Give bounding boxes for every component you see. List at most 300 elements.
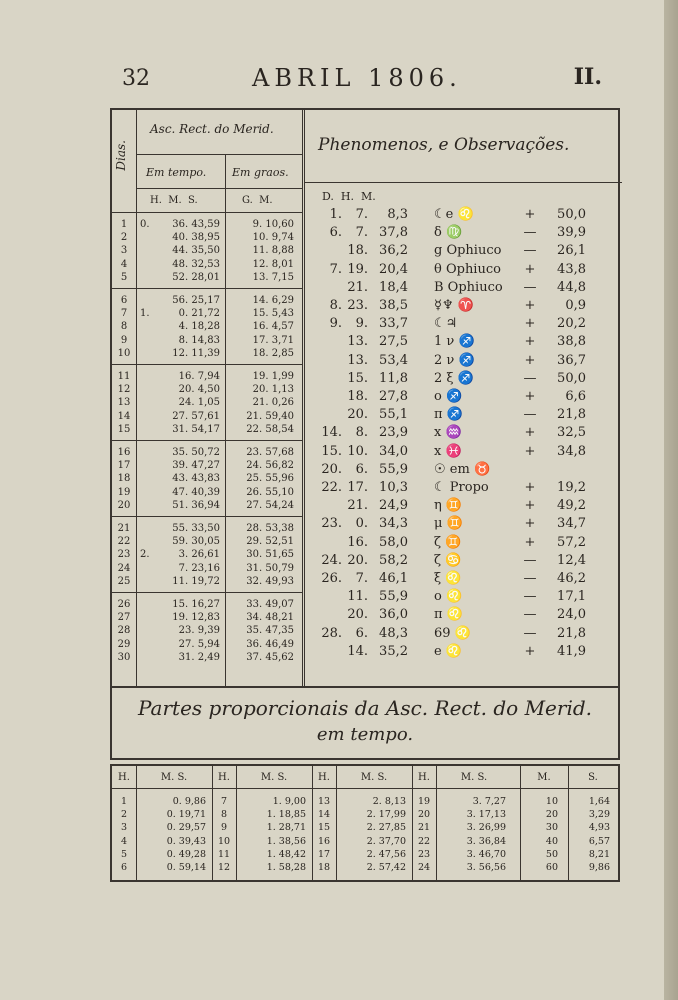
phen-sign: — <box>523 607 537 623</box>
prop-minute: 60 <box>545 862 558 873</box>
degree-cell: 27. 54,24 <box>246 499 294 511</box>
degree-cell: 21. 0,26 <box>252 397 294 409</box>
phen-minute: 27,5 <box>379 334 408 350</box>
phen-observation: π ♌ <box>434 607 463 623</box>
prop-second: 6,57 <box>588 835 610 847</box>
phen-value: 46,2 <box>557 571 586 586</box>
phen-hour: 10. <box>347 443 368 459</box>
proportional-subtitle: em tempo. <box>316 724 414 745</box>
prop-value: 0. 29,57 <box>166 822 206 834</box>
phen-observation: g Ophiuco <box>434 243 502 259</box>
phen-value: 43,8 <box>557 261 586 277</box>
prop-hour: 14 <box>317 809 331 821</box>
phen-hour: 7. <box>355 225 368 241</box>
phen-hour: 20. <box>347 552 368 568</box>
proportional-title: Partes proporcionais da Asc. Rect. do Merid. <box>138 696 592 720</box>
phen-minute: 55,9 <box>379 589 408 605</box>
prop-value: 2. 8,13 <box>372 796 406 807</box>
time-cell: 48. 32,53 <box>172 258 220 270</box>
phenomena-title: Phenomenos, e Observações. <box>318 135 570 155</box>
prop-m-header: M. <box>537 772 551 783</box>
day-cell: 16 <box>117 447 131 458</box>
prop-minute: 30 <box>545 822 558 834</box>
phen-sign: + <box>524 480 536 495</box>
phen-observation: o ♌ <box>434 589 463 605</box>
phen-sign: + <box>524 207 536 222</box>
time-cell: 35. 50,72 <box>172 447 220 458</box>
phen-day: 7. <box>329 261 342 277</box>
phen-observation: η ♊ <box>434 498 463 514</box>
phen-value: 39,9 <box>557 225 586 241</box>
degree-cell: 33. 49,07 <box>246 599 294 610</box>
degree-cell: 20. 1,13 <box>252 384 294 396</box>
prop-value: 1. 18,85 <box>266 809 306 821</box>
prop-value: 2. 17,99 <box>366 809 406 821</box>
phen-sign: — <box>523 225 537 241</box>
phen-value: 34,7 <box>557 516 586 532</box>
prop-value: 2. 47,56 <box>366 848 406 860</box>
day-cell: 2 <box>120 232 128 244</box>
time-cell: 59. 30,05 <box>172 536 220 548</box>
time-cell: 31. 54,17 <box>172 423 220 435</box>
phen-observation: 1 ν ♐ <box>434 334 475 350</box>
phen-hour: 8. <box>355 425 368 441</box>
prop-hour: 2 <box>120 809 128 821</box>
phen-value: 38,8 <box>557 334 586 350</box>
phen-value: 32,5 <box>557 425 586 441</box>
degree-cell: 17. 3,71 <box>252 334 294 346</box>
phen-value: 44,8 <box>557 279 586 295</box>
phen-day <box>320 588 342 605</box>
phen-hour: 13. <box>347 334 368 350</box>
time-cell: 15. 16,27 <box>172 599 220 610</box>
phen-value: 17,1 <box>557 589 586 605</box>
degree-cell: 19. 1,99 <box>252 371 294 382</box>
time-cell: 0. 21,72 <box>178 308 220 320</box>
time-cell: 27. 57,61 <box>172 410 220 422</box>
day-cell: 10 <box>117 347 131 359</box>
phen-hour: 7. <box>355 571 368 586</box>
prop-h-header: H. <box>418 772 430 783</box>
prop-second: 3,29 <box>588 809 610 821</box>
phen-minute: 46,1 <box>379 571 408 586</box>
day-cell: 9 <box>120 334 128 346</box>
phen-minute: 34,3 <box>379 516 408 532</box>
prop-hour: 18 <box>317 862 331 873</box>
day-cell: 28 <box>117 625 131 637</box>
phen-day <box>320 370 342 387</box>
degree-cell: 21. 59,40 <box>246 410 294 422</box>
degree-cell: 30. 51,65 <box>246 549 294 561</box>
phen-day <box>320 606 342 623</box>
phen-day: 22. <box>321 480 342 495</box>
phen-hour: 6. <box>355 461 368 477</box>
phen-sign: + <box>524 534 536 550</box>
phen-value: 21,8 <box>557 625 586 641</box>
degree-cell: 11. 8,88 <box>252 245 294 257</box>
degree-cell: 34. 48,21 <box>246 612 294 624</box>
phen-minute: 23,9 <box>379 425 408 441</box>
phen-observation: π ♐ <box>434 407 463 423</box>
phen-day <box>320 333 342 350</box>
prop-ms-header: M. S. <box>160 772 188 783</box>
prop-hour: 8 <box>220 809 228 821</box>
part-number: II. <box>573 64 602 90</box>
time-cell: 7. 23,16 <box>178 562 220 574</box>
time-cell: 40. 38,95 <box>172 232 220 244</box>
day-cell: 12 <box>117 384 131 396</box>
prop-hour: 11 <box>217 848 231 860</box>
prop-hour: 7 <box>220 796 228 807</box>
prop-minute: 10 <box>545 796 558 807</box>
phen-day: 26. <box>321 571 342 586</box>
phen-value: 50,0 <box>557 207 586 222</box>
phen-observation: ☾♃ <box>434 316 458 332</box>
degree-cell: 9. 10,60 <box>252 219 294 230</box>
phen-value: 19,2 <box>557 480 586 495</box>
day-cell: 14 <box>117 410 131 422</box>
phen-value: 34,8 <box>557 443 586 459</box>
phen-observation: B Ophiuco <box>434 279 503 295</box>
phen-observation: 69 ♌ <box>434 625 471 641</box>
phen-minute: 53,4 <box>379 352 408 368</box>
phen-observation: ☾ Propo <box>434 480 489 495</box>
dias-label: Dias. <box>114 140 128 171</box>
hour-cell: 2. <box>140 549 150 561</box>
prop-ms-header: M. S. <box>260 772 288 783</box>
prop-value: 2. 57,42 <box>366 862 406 873</box>
phen-value: 12,4 <box>557 552 586 568</box>
day-cell: 30 <box>117 651 131 663</box>
phen-observation: θ Ophiuco <box>434 261 501 277</box>
prop-hour: 17 <box>317 848 331 860</box>
phen-sign: + <box>524 389 536 404</box>
phen-sign: + <box>524 261 536 277</box>
day-cell: 18 <box>117 473 131 485</box>
phen-minute: 36,2 <box>379 243 408 259</box>
degree-cell: 26. 55,10 <box>246 486 294 498</box>
day-cell: 11 <box>117 371 131 382</box>
prop-value: 3. 17,13 <box>466 809 506 821</box>
phen-day <box>320 534 342 551</box>
prop-hour: 15 <box>317 822 331 834</box>
phen-minute: 11,8 <box>379 370 408 386</box>
phen-value: 6,6 <box>565 389 586 404</box>
phen-day: 28. <box>321 625 342 641</box>
phen-day <box>320 643 342 660</box>
phen-sign: — <box>523 552 537 568</box>
time-cell: 16. 7,94 <box>178 371 220 382</box>
phen-observation: o ♐ <box>434 389 463 404</box>
degree-cell: 23. 57,68 <box>246 447 294 458</box>
prop-hour: 16 <box>317 835 331 847</box>
phen-hour: 21. <box>347 498 368 514</box>
prop-h-header: H. <box>118 772 130 783</box>
degree-cell: 25. 55,96 <box>246 473 294 485</box>
hour-cell: 1. <box>140 308 150 320</box>
prop-hour: 12 <box>217 862 231 873</box>
degree-cell: 13. 7,15 <box>252 271 294 283</box>
phen-observation: ☿♆ ♈ <box>434 298 474 313</box>
prop-value: 0. 39,43 <box>166 835 206 847</box>
prop-value: 3. 36,84 <box>466 835 506 847</box>
time-cell: 43. 43,83 <box>172 473 220 485</box>
phen-sign <box>520 461 540 478</box>
phen-day: 14. <box>321 425 342 441</box>
day-cell: 8 <box>120 321 128 333</box>
degree-cell: 22. 58,54 <box>246 423 294 435</box>
page-number: 32 <box>122 66 150 91</box>
phen-value: 41,9 <box>557 643 586 659</box>
phen-observation: ζ ♊ <box>434 534 462 550</box>
proportional-table <box>110 764 620 882</box>
phen-minute: 55,1 <box>379 407 408 423</box>
time-cell: 8. 14,83 <box>178 334 220 346</box>
time-cell: 39. 47,27 <box>172 460 220 472</box>
time-cell: 31. 2,49 <box>178 651 220 663</box>
degree-cell: 28. 53,38 <box>246 523 294 534</box>
phen-minute: 55,9 <box>379 461 408 477</box>
phen-value: 20,2 <box>557 316 586 332</box>
gm-header: G. M. <box>242 195 273 206</box>
time-cell: 24. 1,05 <box>178 397 220 409</box>
phen-value: 36,7 <box>557 352 586 368</box>
prop-hour: 23 <box>417 848 431 860</box>
phen-observation: ☉ em ♉ <box>434 461 491 477</box>
phen-hour: 14. <box>347 643 368 659</box>
time-cell: 12. 11,39 <box>172 347 220 359</box>
time-cell: 47. 40,39 <box>172 486 220 498</box>
phen-value: 21,8 <box>557 407 586 423</box>
phen-hour: 11. <box>347 589 368 605</box>
prop-ms-header: M. S. <box>360 772 388 783</box>
day-cell: 5 <box>120 271 128 283</box>
prop-value: 0. 59,14 <box>166 862 206 873</box>
phen-minute: 8,3 <box>387 207 408 222</box>
phen-hour: 18. <box>347 389 368 404</box>
phen-observation: 2 ξ ♐ <box>434 370 474 386</box>
phen-day: 23. <box>321 516 342 532</box>
page-header <box>122 62 602 96</box>
prop-value: 0. 19,71 <box>166 809 206 821</box>
day-cell: 4 <box>120 258 128 270</box>
phen-day: 15. <box>321 443 342 459</box>
day-cell: 19 <box>117 486 131 498</box>
prop-second: 9,86 <box>588 862 610 873</box>
phen-hour: 16. <box>347 534 368 550</box>
phen-minute: 27,8 <box>379 389 408 404</box>
prop-hour: 9 <box>220 822 228 834</box>
phen-observation: δ ♍ <box>434 225 463 241</box>
day-cell: 13 <box>117 397 131 409</box>
phen-minute: 35,2 <box>379 643 408 659</box>
degree-cell: 18. 2,85 <box>252 347 294 359</box>
phen-minute: 10,3 <box>379 480 408 495</box>
phen-value: 49,2 <box>557 498 586 514</box>
phen-hour: 15. <box>347 370 368 386</box>
phen-minute: 24,9 <box>379 498 408 514</box>
hour-cell: 0. <box>140 219 150 230</box>
prop-minute: 40 <box>545 835 558 847</box>
phen-sign: — <box>523 589 537 605</box>
time-cell: 3. 26,61 <box>178 549 220 561</box>
prop-hour: 4 <box>120 835 128 847</box>
em-graos-label: Em graos. <box>232 166 289 179</box>
phen-day: 1. <box>329 207 342 222</box>
phen-minute: 36,0 <box>379 607 408 623</box>
prop-value: 1. 58,28 <box>266 862 306 873</box>
phen-minute: 38,5 <box>379 298 408 313</box>
prop-value: 3. 56,56 <box>466 862 506 873</box>
asc-rect-label: Asc. Rect. do Merid. <box>150 122 274 136</box>
phen-hour: 7. <box>355 207 368 222</box>
time-cell: 44. 35,50 <box>172 245 220 257</box>
prop-value: 0. 49,28 <box>166 848 206 860</box>
phen-sign: + <box>524 498 536 514</box>
day-cell: 23 <box>117 549 131 561</box>
phen-minute: 58,2 <box>379 552 408 568</box>
prop-value: 0. 9,86 <box>172 796 206 807</box>
degree-cell: 24. 56,82 <box>246 460 294 472</box>
prop-hour: 5 <box>120 848 128 860</box>
phen-day <box>320 388 342 405</box>
proportional-title-block <box>110 688 620 760</box>
page-edge <box>664 0 678 1000</box>
hms-header: H. M. S. <box>150 195 198 206</box>
phen-minute: 58,0 <box>379 534 408 550</box>
phen-sign: + <box>524 298 536 313</box>
day-cell: 26 <box>117 599 131 610</box>
prop-value: 1. 28,71 <box>266 822 306 834</box>
degree-cell: 12. 8,01 <box>252 258 294 270</box>
time-cell: 27. 5,94 <box>178 638 220 650</box>
day-cell: 29 <box>117 638 131 650</box>
prop-second: 1,64 <box>588 796 610 807</box>
prop-s-header: S. <box>588 772 598 783</box>
degree-cell: 29. 52,51 <box>246 536 294 548</box>
prop-ms-header: M. S. <box>460 772 488 783</box>
degree-cell: 32. 49,93 <box>246 575 294 587</box>
phen-sign: + <box>524 352 536 368</box>
phen-day: 6. <box>329 225 342 241</box>
prop-hour: 13 <box>317 796 331 807</box>
phen-value: 57,2 <box>557 534 586 550</box>
phen-sign: + <box>524 334 536 350</box>
phen-hour: 13. <box>347 352 368 368</box>
prop-hour: 10 <box>217 835 231 847</box>
phen-value: 50,0 <box>557 370 586 386</box>
phen-sign: + <box>524 425 536 441</box>
phen-hour: 19. <box>347 261 368 277</box>
page-title: ABRIL 1806. <box>252 64 462 92</box>
phen-sign: — <box>523 625 537 641</box>
phen-observation: 2 ν ♐ <box>434 352 475 368</box>
prop-value: 2. 27,85 <box>366 822 406 834</box>
phen-observation: e ♌ <box>434 643 463 659</box>
phen-value: 0,9 <box>565 298 586 313</box>
phen-day <box>320 242 342 259</box>
phen-hour: 17. <box>347 480 368 495</box>
phen-value: 24,0 <box>557 607 586 623</box>
phen-sign: + <box>524 516 536 532</box>
prop-hour: 3 <box>120 822 128 834</box>
phen-day: 9. <box>329 316 342 332</box>
phen-hour: 18. <box>347 243 368 259</box>
prop-minute: 20 <box>545 809 558 821</box>
prop-hour: 21 <box>417 822 431 834</box>
prop-second: 8,21 <box>588 848 610 860</box>
phen-day <box>320 279 342 296</box>
day-cell: 21 <box>117 523 131 534</box>
phen-hour: 20. <box>347 607 368 623</box>
degree-cell: 36. 46,49 <box>246 638 294 650</box>
degree-cell: 16. 4,57 <box>252 321 294 333</box>
prop-value: 1. 9,00 <box>272 796 306 807</box>
prop-h-header: H. <box>318 772 330 783</box>
phen-observation: ☾e ♌ <box>434 207 474 222</box>
phen-sign: — <box>523 407 537 423</box>
phen-hour: 0. <box>355 516 368 532</box>
phen-minute: 33,7 <box>379 316 408 332</box>
day-cell: 20 <box>117 499 131 511</box>
phen-sign: — <box>523 370 537 386</box>
day-cell: 15 <box>117 423 131 435</box>
day-cell: 6 <box>120 295 128 306</box>
time-cell: 19. 12,83 <box>172 612 220 624</box>
degree-cell: 37. 45,62 <box>246 651 294 663</box>
phen-sign: + <box>524 443 536 459</box>
phen-day: 8. <box>329 298 342 313</box>
time-cell: 52. 28,01 <box>172 271 220 283</box>
phen-day <box>320 352 342 369</box>
phen-observation: μ ♊ <box>434 516 463 532</box>
time-cell: 23. 9,39 <box>178 625 220 637</box>
prop-h-header: H. <box>218 772 230 783</box>
phen-hour: 23. <box>347 298 368 313</box>
prop-hour: 1 <box>120 796 128 807</box>
phen-sign: — <box>523 571 537 586</box>
phen-observation: x ♒ <box>434 425 462 441</box>
phen-day: 24. <box>321 552 342 568</box>
phen-sign: — <box>523 279 537 295</box>
day-cell: 24 <box>117 562 131 574</box>
phen-hour: 6. <box>355 625 368 641</box>
prop-value: 1. 38,56 <box>266 835 306 847</box>
time-cell: 51. 36,94 <box>172 499 220 511</box>
prop-second: 4,93 <box>588 822 610 834</box>
day-cell: 3 <box>120 245 128 257</box>
phen-sign: — <box>523 243 537 259</box>
day-cell: 25 <box>117 575 131 587</box>
phen-sign: + <box>524 643 536 659</box>
phen-minute: 18,4 <box>379 279 408 295</box>
day-cell: 1 <box>120 219 128 230</box>
prop-hour: 19 <box>417 796 431 807</box>
phen-observation: x ♓ <box>434 443 462 459</box>
phen-observation: ζ ♋ <box>434 552 462 568</box>
phen-hour: 9. <box>355 316 368 332</box>
prop-hour: 20 <box>417 809 431 821</box>
em-tempo-label: Em tempo. <box>146 166 207 179</box>
time-cell: 36. 43,59 <box>172 219 220 230</box>
day-cell: 27 <box>117 612 131 624</box>
phen-day: 20. <box>321 461 342 477</box>
phen-day <box>320 497 342 514</box>
day-cell: 17 <box>117 460 131 472</box>
time-cell: 11. 19,72 <box>172 575 220 587</box>
day-cell: 22 <box>117 536 131 548</box>
phen-hour: 21. <box>347 279 368 295</box>
